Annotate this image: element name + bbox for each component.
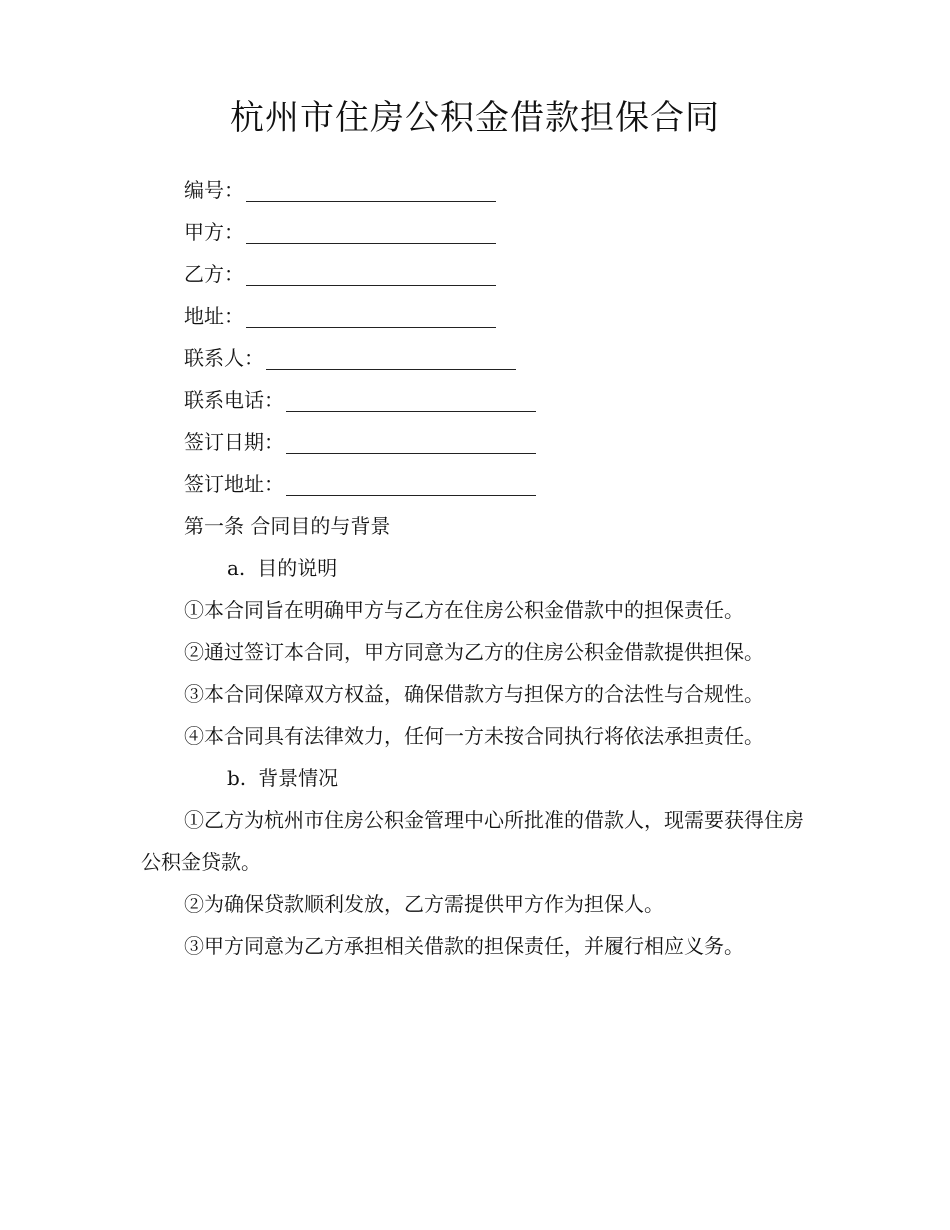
field-label: 联系人：: [184, 346, 264, 370]
field-contract-number: [184, 168, 784, 210]
field-label: 甲方：: [184, 220, 244, 244]
blank-line: [246, 215, 496, 244]
blank-line: [286, 383, 536, 412]
subsection-heading-b: [141, 757, 806, 799]
field-label: 乙方：: [184, 262, 244, 286]
blank-line: [266, 341, 516, 370]
subsection-marker: b.: [227, 766, 247, 790]
subsection-title: 目的说明: [257, 556, 338, 580]
field-label: 签订日期：: [184, 430, 284, 454]
clause-paragraph: ③本合同保障双方权益，确保借款方与担保方的合法性与合规性。: [184, 682, 764, 706]
clause-paragraph: ③甲方同意为乙方承担相关借款的担保责任，并履行相应义务。: [184, 934, 744, 958]
field-signing-place: [184, 462, 784, 504]
field-label: 编号：: [184, 178, 244, 202]
subsection-marker: a.: [227, 556, 246, 580]
blank-line: [286, 425, 536, 454]
field-party-b: [184, 252, 784, 294]
article-heading: 第一条 合同目的与背景: [184, 514, 391, 538]
field-party-a: [184, 210, 784, 252]
field-label: 地址：: [184, 304, 244, 328]
field-label: 签订地址：: [184, 472, 284, 496]
blank-line: [246, 299, 496, 328]
field-address: [184, 294, 784, 336]
field-contact-phone: [184, 378, 784, 420]
clause-paragraph: ②为确保贷款顺利发放，乙方需提供甲方作为担保人。: [184, 892, 664, 916]
subsection-title: 背景情况: [258, 766, 339, 790]
contract-body: [141, 505, 806, 967]
field-contact-person: [184, 336, 784, 378]
field-signing-date: [184, 420, 784, 462]
clause-paragraph: ①乙方为杭州市住房公积金管理中心所批准的借款人，现需要获得住房公积金贷款。: [141, 808, 804, 874]
clause-paragraph: ④本合同具有法律效力，任何一方未按合同执行将依法承担责任。: [184, 724, 764, 748]
clause-paragraph: ①本合同旨在明确甲方与乙方在住房公积金借款中的担保责任。: [184, 598, 744, 622]
subsection-heading-a: [141, 547, 806, 589]
blank-line: [246, 173, 496, 202]
field-label: 联系电话：: [184, 388, 284, 412]
blank-line: [246, 257, 496, 286]
blank-line: [286, 467, 536, 496]
clause-paragraph: ②通过签订本合同，甲方同意为乙方的住房公积金借款提供担保。: [184, 640, 764, 664]
document-title: 杭州市住房公积金借款担保合同: [230, 98, 720, 138]
contract-info-fields: [184, 168, 784, 504]
